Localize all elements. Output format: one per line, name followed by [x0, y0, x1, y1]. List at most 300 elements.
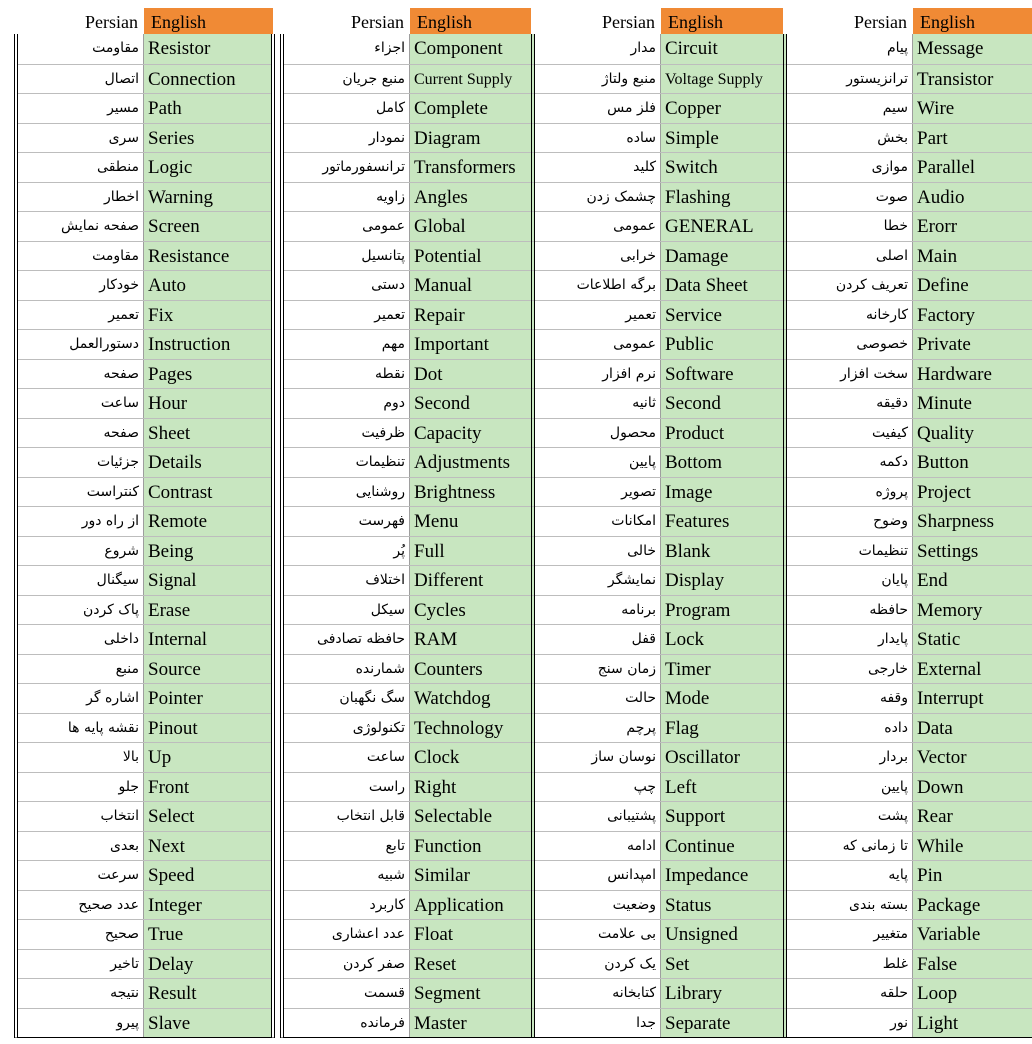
english-word: Menu: [410, 507, 537, 536]
persian-word: داده: [787, 714, 913, 743]
persian-word: اصلی: [787, 242, 913, 271]
english-word: Rear: [913, 802, 1032, 831]
table-row: [18, 860, 271, 890]
table-row: [787, 241, 1032, 271]
persian-word: شمارنده: [284, 655, 410, 684]
english-word: Dot: [410, 360, 537, 389]
persian-word: نوسان ساز: [535, 743, 661, 772]
table-row: [18, 182, 271, 212]
persian-word: عمومی: [535, 330, 661, 359]
english-word: Component: [410, 34, 537, 64]
persian-word: صوت: [787, 183, 913, 212]
table-row: [535, 182, 788, 212]
english-word: Selectable: [410, 802, 537, 831]
english-word: Important: [410, 330, 537, 359]
persian-word: سیکل: [284, 596, 410, 625]
table-row: [284, 949, 537, 979]
table-row: [18, 123, 271, 153]
english-word: Application: [410, 891, 537, 920]
english-word: Project: [913, 478, 1032, 507]
table-row: [535, 713, 788, 743]
header-english: English: [144, 8, 273, 34]
english-word: Support: [661, 802, 788, 831]
english-word: Connection: [144, 65, 271, 94]
persian-word: بسته بندی: [787, 891, 913, 920]
english-word: Fix: [144, 301, 271, 330]
persian-word: ثانیه: [535, 389, 661, 418]
english-word: Settings: [913, 537, 1032, 566]
table-row: [535, 742, 788, 772]
table-row: [787, 1008, 1032, 1038]
persian-word: قسمت: [284, 979, 410, 1008]
persian-word: خودکار: [18, 271, 144, 300]
column-header: [531, 8, 790, 34]
column-header: [783, 8, 1032, 34]
table-row: [787, 978, 1032, 1008]
english-word: Factory: [913, 301, 1032, 330]
persian-word: خصوصی: [787, 330, 913, 359]
persian-word: کیفیت: [787, 419, 913, 448]
persian-word: بردار: [787, 743, 913, 772]
persian-word: مدار: [535, 34, 661, 64]
table-row: [18, 978, 271, 1008]
table-row: [284, 241, 537, 271]
table-row: [284, 713, 537, 743]
persian-word: صفحه: [18, 360, 144, 389]
english-word: Pinout: [144, 714, 271, 743]
table-row: [535, 654, 788, 684]
table-row: [18, 890, 271, 920]
table-row: [535, 93, 788, 123]
table-row: [535, 536, 788, 566]
table-row: [18, 211, 271, 241]
english-word: Being: [144, 537, 271, 566]
english-word: Select: [144, 802, 271, 831]
persian-word: صفحه: [18, 419, 144, 448]
english-word: Repair: [410, 301, 537, 330]
persian-word: فرمانده: [284, 1009, 410, 1038]
table-row: [284, 919, 537, 949]
persian-word: صفحه نمایش: [18, 212, 144, 241]
table-row: [284, 624, 537, 654]
table-row: [535, 123, 788, 153]
persian-word: قابل انتخاب: [284, 802, 410, 831]
persian-word: نرم افزار: [535, 360, 661, 389]
persian-word: کامل: [284, 94, 410, 123]
persian-word: انتخاب: [18, 802, 144, 831]
persian-word: سرعت: [18, 861, 144, 890]
table-row: [18, 34, 271, 64]
persian-word: محصول: [535, 419, 661, 448]
english-word: Data: [913, 714, 1032, 743]
english-word: Delay: [144, 950, 271, 979]
persian-word: نور: [787, 1009, 913, 1038]
table-row: [18, 831, 271, 861]
english-word: Potential: [410, 242, 537, 271]
english-word: Screen: [144, 212, 271, 241]
table-row: [535, 624, 788, 654]
persian-word: کتابخانه: [535, 979, 661, 1008]
english-word: Speed: [144, 861, 271, 890]
table-row: [284, 418, 537, 448]
persian-word: حالت: [535, 684, 661, 713]
table-row: [18, 536, 271, 566]
table-row: [787, 182, 1032, 212]
english-word: Lock: [661, 625, 788, 654]
persian-word: اجزاء: [284, 34, 410, 64]
english-word: Image: [661, 478, 788, 507]
english-word: Second: [410, 389, 537, 418]
english-word: End: [913, 566, 1032, 595]
english-word: Part: [913, 124, 1032, 153]
table-row: [18, 654, 271, 684]
table-row: [284, 1008, 537, 1038]
table-row: [18, 683, 271, 713]
persian-word: منبع جریان: [284, 65, 410, 94]
persian-word: سیم: [787, 94, 913, 123]
persian-word: زمان سنج: [535, 655, 661, 684]
table-row: [787, 890, 1032, 920]
header-english: English: [913, 8, 1032, 34]
english-word: Static: [913, 625, 1032, 654]
english-word: Timer: [661, 655, 788, 684]
table-row: [535, 1008, 788, 1038]
persian-word: برنامه: [535, 596, 661, 625]
table-row: [787, 300, 1032, 330]
english-word: Pages: [144, 360, 271, 389]
persian-word: فهرست: [284, 507, 410, 536]
english-word: Variable: [913, 920, 1032, 949]
table-row: [787, 477, 1032, 507]
table-row: [535, 890, 788, 920]
english-word: Front: [144, 773, 271, 802]
persian-word: پُر: [284, 537, 410, 566]
table-row: [787, 447, 1032, 477]
table-row: [787, 713, 1032, 743]
english-word: Service: [661, 301, 788, 330]
table-row: [284, 536, 537, 566]
table-row: [535, 565, 788, 595]
persian-word: منبع: [18, 655, 144, 684]
persian-word: بخش: [787, 124, 913, 153]
persian-word: شبیه: [284, 861, 410, 890]
table-row: [284, 359, 537, 389]
english-word: Path: [144, 94, 271, 123]
english-word: Integer: [144, 891, 271, 920]
table-row: [535, 211, 788, 241]
english-word: Right: [410, 773, 537, 802]
column-body: [280, 34, 541, 1038]
table-row: [18, 801, 271, 831]
english-word: Left: [661, 773, 788, 802]
persian-word: جزئیات: [18, 448, 144, 477]
persian-word: خطا: [787, 212, 913, 241]
english-word: RAM: [410, 625, 537, 654]
table-row: [535, 949, 788, 979]
english-word: Logic: [144, 153, 271, 182]
english-word: Data Sheet: [661, 271, 788, 300]
english-word: Define: [913, 271, 1032, 300]
english-word: Watchdog: [410, 684, 537, 713]
table-row: [284, 477, 537, 507]
persian-word: پاک کردن: [18, 596, 144, 625]
table-row: [535, 329, 788, 359]
persian-word: غلط: [787, 950, 913, 979]
persian-word: اخطار: [18, 183, 144, 212]
english-word: Package: [913, 891, 1032, 920]
table-row: [284, 329, 537, 359]
english-word: Diagram: [410, 124, 537, 153]
table-row: [787, 742, 1032, 772]
table-row: [18, 477, 271, 507]
persian-word: نمودار: [284, 124, 410, 153]
english-word: Slave: [144, 1009, 271, 1038]
english-word: Auto: [144, 271, 271, 300]
english-word: Reset: [410, 950, 537, 979]
english-word: Private: [913, 330, 1032, 359]
persian-word: دکمه: [787, 448, 913, 477]
persian-word: یک کردن: [535, 950, 661, 979]
persian-word: مسیر: [18, 94, 144, 123]
persian-word: امپدانس: [535, 861, 661, 890]
persian-word: صفر کردن: [284, 950, 410, 979]
table-row: [787, 93, 1032, 123]
table-row: [787, 624, 1032, 654]
table-row: [787, 418, 1032, 448]
english-word: Source: [144, 655, 271, 684]
table-row: [787, 595, 1032, 625]
english-word: Transformers: [410, 153, 537, 182]
column-body: [14, 34, 275, 1038]
english-word: Capacity: [410, 419, 537, 448]
persian-word: پایه: [787, 861, 913, 890]
english-word: Brightness: [410, 478, 537, 507]
persian-word: مقاومت: [18, 242, 144, 271]
persian-word: سیگنال: [18, 566, 144, 595]
english-word: True: [144, 920, 271, 949]
table-row: [535, 860, 788, 890]
persian-word: ادامه: [535, 832, 661, 861]
table-row: [787, 359, 1032, 389]
table-row: [18, 949, 271, 979]
english-word: Signal: [144, 566, 271, 595]
english-word: Switch: [661, 153, 788, 182]
persian-word: مهم: [284, 330, 410, 359]
persian-word: چپ: [535, 773, 661, 802]
english-word: While: [913, 832, 1032, 861]
persian-word: اتصال: [18, 65, 144, 94]
persian-word: اختلاف: [284, 566, 410, 595]
english-word: Cycles: [410, 596, 537, 625]
persian-word: پایین: [787, 773, 913, 802]
persian-word: جدا: [535, 1009, 661, 1038]
table-row: [18, 388, 271, 418]
english-word: Segment: [410, 979, 537, 1008]
header-english: English: [410, 8, 539, 34]
persian-word: زاویه: [284, 183, 410, 212]
english-word: Result: [144, 979, 271, 1008]
table-row: [787, 211, 1032, 241]
persian-word: جلو: [18, 773, 144, 802]
persian-word: بعدی: [18, 832, 144, 861]
persian-word: پرچم: [535, 714, 661, 743]
persian-word: ساعت: [18, 389, 144, 418]
persian-word: بالا: [18, 743, 144, 772]
english-word: Global: [410, 212, 537, 241]
table-row: [284, 801, 537, 831]
persian-word: دستی: [284, 271, 410, 300]
persian-word: خالی: [535, 537, 661, 566]
english-word: Product: [661, 419, 788, 448]
persian-word: تعمیر: [18, 301, 144, 330]
english-word: GENERAL: [661, 212, 788, 241]
persian-word: دقیقه: [787, 389, 913, 418]
english-word: Simple: [661, 124, 788, 153]
column-header: [280, 8, 539, 34]
persian-word: خرابی: [535, 242, 661, 271]
table-row: [535, 477, 788, 507]
persian-word: پایین: [535, 448, 661, 477]
table-row: [284, 447, 537, 477]
persian-word: وضوح: [787, 507, 913, 536]
english-word: Button: [913, 448, 1032, 477]
table-row: [535, 772, 788, 802]
table-row: [284, 34, 537, 64]
english-word: Function: [410, 832, 537, 861]
persian-word: پروژه: [787, 478, 913, 507]
table-row: [284, 93, 537, 123]
persian-word: کلید: [535, 153, 661, 182]
persian-word: فلز مس: [535, 94, 661, 123]
english-word: Resistance: [144, 242, 271, 271]
table-row: [535, 831, 788, 861]
english-word: Transistor: [913, 65, 1032, 94]
english-word: Features: [661, 507, 788, 536]
persian-word: بی علامت: [535, 920, 661, 949]
table-row: [18, 919, 271, 949]
table-row: [18, 595, 271, 625]
persian-word: ترانزیستور: [787, 65, 913, 94]
persian-word: تنظیمات: [787, 537, 913, 566]
persian-word: منطقی: [18, 153, 144, 182]
table-row: [787, 123, 1032, 153]
english-word: Manual: [410, 271, 537, 300]
persian-word: راست: [284, 773, 410, 802]
persian-word: تابع: [284, 832, 410, 861]
table-row: [284, 300, 537, 330]
english-word: Flashing: [661, 183, 788, 212]
english-word: Public: [661, 330, 788, 359]
english-word: Warning: [144, 183, 271, 212]
english-word: Loop: [913, 979, 1032, 1008]
table-row: [787, 801, 1032, 831]
column-header: [14, 8, 273, 34]
english-word: Clock: [410, 743, 537, 772]
persian-word: وضعیت: [535, 891, 661, 920]
table-row: [535, 506, 788, 536]
table-row: [535, 300, 788, 330]
persian-word: دستورالعمل: [18, 330, 144, 359]
persian-word: منبع ولتاژ: [535, 65, 661, 94]
persian-word: سری: [18, 124, 144, 153]
persian-word: چشمک زدن: [535, 183, 661, 212]
english-word: Set: [661, 950, 788, 979]
persian-word: پتانسیل: [284, 242, 410, 271]
table-row: [787, 831, 1032, 861]
english-word: Sheet: [144, 419, 271, 448]
persian-word: برگه اطلاعات: [535, 271, 661, 300]
persian-word: ترانسفورماتور: [284, 153, 410, 182]
table-row: [535, 359, 788, 389]
persian-word: نمایشگر: [535, 566, 661, 595]
english-word: Unsigned: [661, 920, 788, 949]
table-row: [535, 388, 788, 418]
english-word: External: [913, 655, 1032, 684]
table-row: [787, 270, 1032, 300]
header-persian: Persian: [14, 8, 144, 34]
table-row: [787, 565, 1032, 595]
persian-word: ساده: [535, 124, 661, 153]
english-word: Instruction: [144, 330, 271, 359]
table-row: [18, 506, 271, 536]
persian-word: پایدار: [787, 625, 913, 654]
table-row: [787, 329, 1032, 359]
persian-word: عدد اعشاری: [284, 920, 410, 949]
table-row: [18, 447, 271, 477]
persian-word: عدد صحیح: [18, 891, 144, 920]
english-word: Details: [144, 448, 271, 477]
english-word: Similar: [410, 861, 537, 890]
table-row: [535, 270, 788, 300]
persian-word: متغییر: [787, 920, 913, 949]
english-word: Down: [913, 773, 1032, 802]
english-word: Continue: [661, 832, 788, 861]
header-persian: Persian: [783, 8, 913, 34]
english-word: Message: [913, 34, 1032, 64]
table-row: [284, 565, 537, 595]
english-word: Impedance: [661, 861, 788, 890]
persian-word: عمومی: [284, 212, 410, 241]
table-row: [284, 654, 537, 684]
persian-word: تاخیر: [18, 950, 144, 979]
table-row: [284, 978, 537, 1008]
persian-word: مقاومت: [18, 34, 144, 64]
persian-word: ظرفیت: [284, 419, 410, 448]
table-row: [284, 831, 537, 861]
table-row: [535, 64, 788, 94]
english-word: Oscillator: [661, 743, 788, 772]
english-word: Full: [410, 537, 537, 566]
english-word: Different: [410, 566, 537, 595]
table-row: [284, 772, 537, 802]
english-word: Hardware: [913, 360, 1032, 389]
english-word: Technology: [410, 714, 537, 743]
english-word: Angles: [410, 183, 537, 212]
persian-word: حلقه: [787, 979, 913, 1008]
english-word: Erorr: [913, 212, 1032, 241]
english-word: Quality: [913, 419, 1032, 448]
english-word: Float: [410, 920, 537, 949]
persian-word: کارخانه: [787, 301, 913, 330]
english-word: Wire: [913, 94, 1032, 123]
table-row: [535, 801, 788, 831]
table-row: [535, 447, 788, 477]
english-word: Counters: [410, 655, 537, 684]
table-row: [18, 624, 271, 654]
table-row: [787, 506, 1032, 536]
english-word: Copper: [661, 94, 788, 123]
english-word: Complete: [410, 94, 537, 123]
